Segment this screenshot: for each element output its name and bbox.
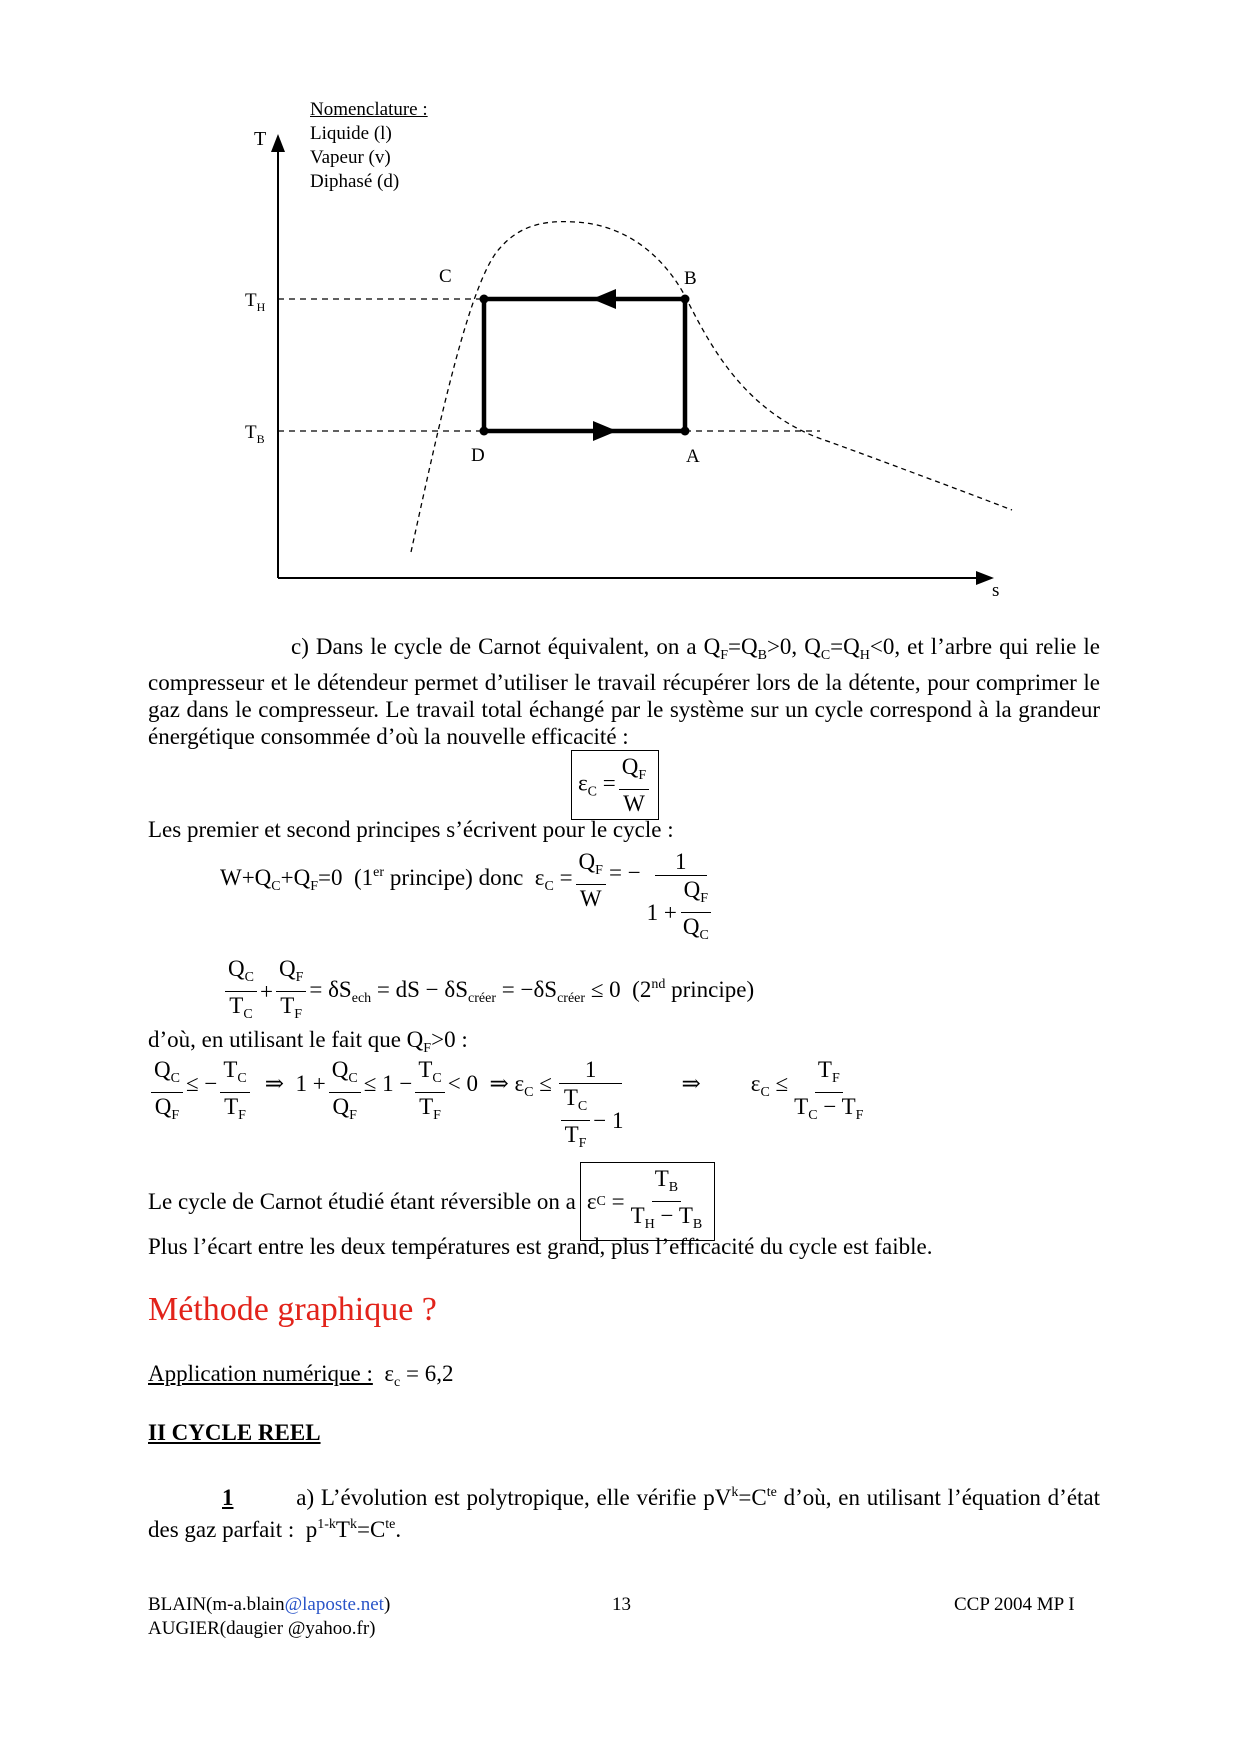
point-a-label: A <box>686 446 700 467</box>
graphic-method-heading: Méthode graphique ? <box>148 1291 437 1328</box>
top-arrowhead <box>592 289 616 309</box>
nomenclature <box>310 98 428 194</box>
carnot-cycle <box>484 299 685 431</box>
axis-t-label: T <box>254 128 267 150</box>
item-1-paragraph: 1 a) L’évolution est polytropique, elle vérifie $pV^k=C^{te}$ d’où, en utilisant l’équation d’état des gaz parfait : $p^{1-k}T^k=C^{te}$. <box>148 1485 1101 1542</box>
footer-authors <box>148 1593 390 1641</box>
footer-author-2: AUGIER(daugier @yahoo.fr) <box>148 1618 376 1639</box>
numerical-application: Application numérique : $\varepsilon_c = 6,2$ <box>148 1361 454 1390</box>
page-number: 13 <box>612 1594 631 1615</box>
nomenclature-liquide: Liquide (l) <box>310 123 392 144</box>
footer-author-1: BLAIN(m-a.blain@laposte.net) <box>148 1594 391 1615</box>
email-link[interactable]: @laposte.net <box>284 1594 384 1615</box>
tick-th: $T_H$ <box>245 290 266 314</box>
nomenclature-title: Nomenclature : <box>310 99 428 120</box>
nomenclature-vapeur: Vapeur (v) <box>310 147 391 168</box>
efficiency-box: $\varepsilon_C$ = $\frac{Q_F}{W}$ <box>571 750 659 820</box>
point-d-label: D <box>471 445 485 466</box>
point-c-label: C <box>439 266 452 287</box>
second-principle-equation: $\frac{Q_C}{T_C}$ + $\frac{Q_F}{T_F}$ = $\delta S_{ech}$ = dS − $\delta S_{créer} = -\delta S_{créer} \le 0$ (2nd principe) <box>222 955 754 1028</box>
item-number: 1 <box>222 1485 234 1510</box>
axis-s-label: s <box>992 580 1000 601</box>
point-c-dot <box>480 295 489 304</box>
inequality-chain: $\frac{Q_C}{Q_F}$ ≤ − $\frac{T_C}{T_F}$ ⇒ 1 + $\frac{Q_C}{Q_F}$ ≤ 1 − $\frac{T_C}{T_F}$ < 0 ⇒ $\varepsilon_C$ ≤ 1 $\frac{T_C}{T_F}$ − 1 ⇒ $\varepsilon_C$ ≤ $\frac{T_F}{T_C - T_F}$ <box>148 1056 869 1157</box>
exam-label: CCP 2004 MP I <box>954 1594 1075 1615</box>
qf-positive-text: d’où, en utilisant le fait que $Q_F>0$ : <box>148 1027 468 1056</box>
first-principle-equation: $W+Q_C+Q_F=0$ (1er principe) donc $\varepsilon_C$ = $\frac{Q_F}{W}$ = − 1 1 + $\frac{Q_F}{Q_C}$ <box>220 848 721 949</box>
section-heading: II CYCLE REEL <box>148 1420 321 1445</box>
point-a-dot <box>681 427 690 436</box>
t-axis-arrow <box>271 134 285 152</box>
point-b-label: B <box>684 268 697 289</box>
tick-tb: $T_B$ <box>245 422 265 446</box>
saturation-curve <box>411 222 1012 552</box>
ts-diagram <box>0 0 1240 620</box>
point-d-dot <box>480 427 489 436</box>
nomenclature-diphase: Diphasé (d) <box>310 171 400 192</box>
bottom-arrowhead <box>593 421 617 441</box>
reversible-statement: Le cycle de Carnot étudié étant réversible on a ε C = $\frac{T_B}{T_H - T_B}$ <box>148 1162 715 1241</box>
conclusion-text: Plus l’écart entre les deux températures est grand, plus l’efficacité du cycle est faible. <box>148 1234 933 1259</box>
paragraph-c: c) Dans le cycle de Carnot équivalent, on a $Q_F=Q_B>0$, $Q_C=Q_H<0$, et l’arbre qui relie le compresseur et le détendeur permet d’utiliser le travail récupérer lors de la détente, pour comprimer le gaz dans le compresseur. Le travail total échangé par le système sur un cycle correspond à la grandeur énergétique consommée d’où la nouvelle efficacité : <box>148 634 1100 749</box>
principles-intro: Les premier et second principes s’écrivent pour le cycle : <box>148 817 674 842</box>
point-b-dot <box>681 295 690 304</box>
